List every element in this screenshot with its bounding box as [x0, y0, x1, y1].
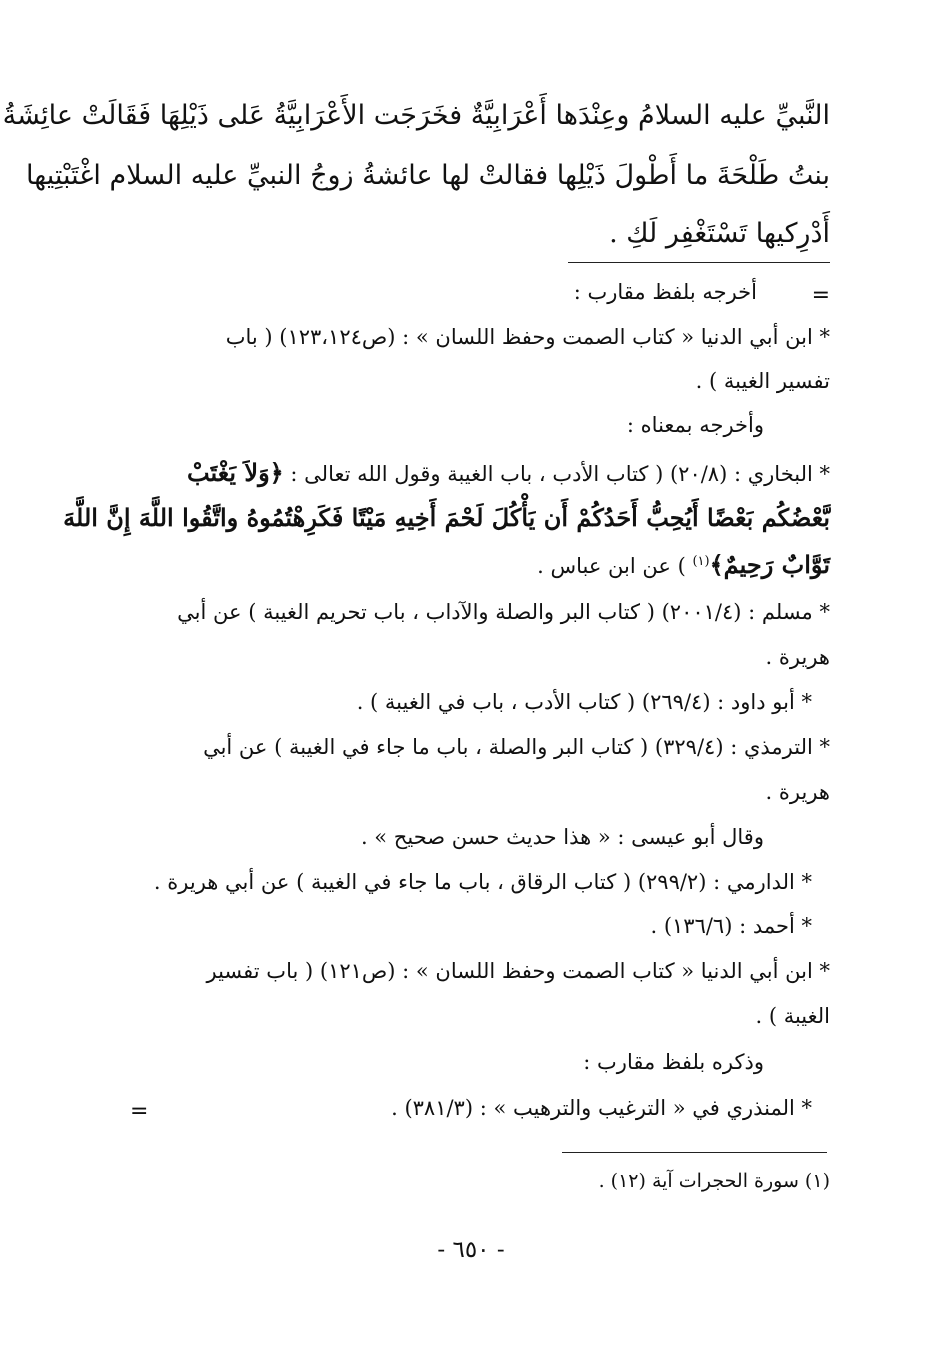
narrator-ibn-abbas: ) عن ابن عباس .: [537, 554, 686, 578]
takhrij-line-8: * مسلم : (٢٠٠١/٤) ( كتاب البر والصلة والآداب ، باب تحريم الغيبة ) عن أبي: [177, 600, 830, 624]
quran-verse-part-3: تَوَّابٌ رَحِيمٌ﴾: [709, 550, 830, 579]
takhrij-line-11: * الترمذي : (٣٢٩/٤) ( كتاب البر والصلة ، باب ما جاء في الغيبة ) عن أبي: [203, 735, 830, 759]
takhrij-line-18: وذكره بلفظ مقارب :: [583, 1050, 764, 1074]
takhrij-line-14: * الدارمي : (٢٩٩/٢) ( كتاب الرقاق ، باب ما جاء في الغيبة ) عن أبي هريرة .: [153, 870, 812, 894]
quran-verse-part-1: ﴿وَلاَ يَغْتَبْ: [186, 458, 284, 487]
continuation-marker-top: =: [811, 283, 830, 308]
takhrij-line-7: [537, 550, 830, 579]
takhrij-line-9: هريرة .: [765, 645, 830, 669]
footnote-separator: [562, 1152, 827, 1153]
main-text-line-1: النَّبيِّ عليه السلامُ وعِنْدَها أَعْرَابِيَّةٌ فخَرَجَت الأَعْرَابِيَّةُ عَلى ذَيْلِهَا فَقَالَتْ عائِشَةُ: [2, 100, 830, 131]
takhrij-line-13: وقال أبو عيسى : « هذا حديث حسن صحيح » .: [360, 825, 764, 849]
continuation-marker-bottom: =: [130, 1099, 149, 1124]
takhrij-line-4: وأخرجه بمعناه :: [626, 413, 764, 437]
takhrij-line-16: * ابن أبي الدنيا « كتاب الصمت وحفظ اللسان » : (ص١٢١) ( باب تفسير: [206, 959, 830, 983]
takhrij-line-17: الغيبة ) .: [755, 1004, 830, 1028]
main-text-line-2: بنتُ طَلْحَةَ ما أَطْولَ ذَيْلِها فقالتْ لها عائشةُ زوجُ النبيِّ عليه السلام اغْتَبْتِيها: [26, 160, 830, 191]
footnote-ref-1: (١): [692, 554, 710, 569]
main-text-line-3: أَدْرِكيها تَسْتَغْفِر لَكِ .: [609, 218, 830, 249]
takhrij-line-19: * المنذري في « الترغيب والترهيب » : (٣٨١/٣) .: [391, 1096, 812, 1120]
takhrij-line-12: هريرة .: [765, 780, 830, 804]
takhrij-line-10: * أبو داود : (٢٦٩/٤) ( كتاب الأدب ، باب في الغيبة ) .: [356, 690, 812, 714]
bukhari-citation: * البخاري : (٢٠/٨) ( كتاب الأدب ، باب الغيبة وقول الله تعالى :: [290, 462, 830, 486]
footnote-1: (١) سورة الحجرات آية (١٢) .: [598, 1170, 830, 1192]
takhrij-line-3: تفسير الغيبة ) .: [695, 369, 830, 393]
takhrij-line-2: * ابن أبي الدنيا « كتاب الصمت وحفظ اللسان » : (ص١٢٣،١٢٤) ( باب: [225, 325, 830, 349]
main-text-separator: [568, 262, 830, 263]
quran-verse-part-2: بَّعْضُكُم بَعْضًا أَيُحِبُّ أَحَدُكُمْ أَن يَأْكُلَ لَحْمَ أَخِيهِ مَيْتًا فَكَرِهْتُمُوهُ واتَّقُوا اللَّهَ إِنَّ اللَّهَ: [63, 503, 830, 532]
takhrij-line-15: * أحمد : (١٣٦/٦) .: [650, 914, 812, 938]
takhrij-line-1: أخرجه بلفظ مقارب :: [573, 280, 757, 304]
takhrij-line-5: [187, 458, 830, 487]
page-number: - ٦٥٠ -: [437, 1237, 505, 1263]
